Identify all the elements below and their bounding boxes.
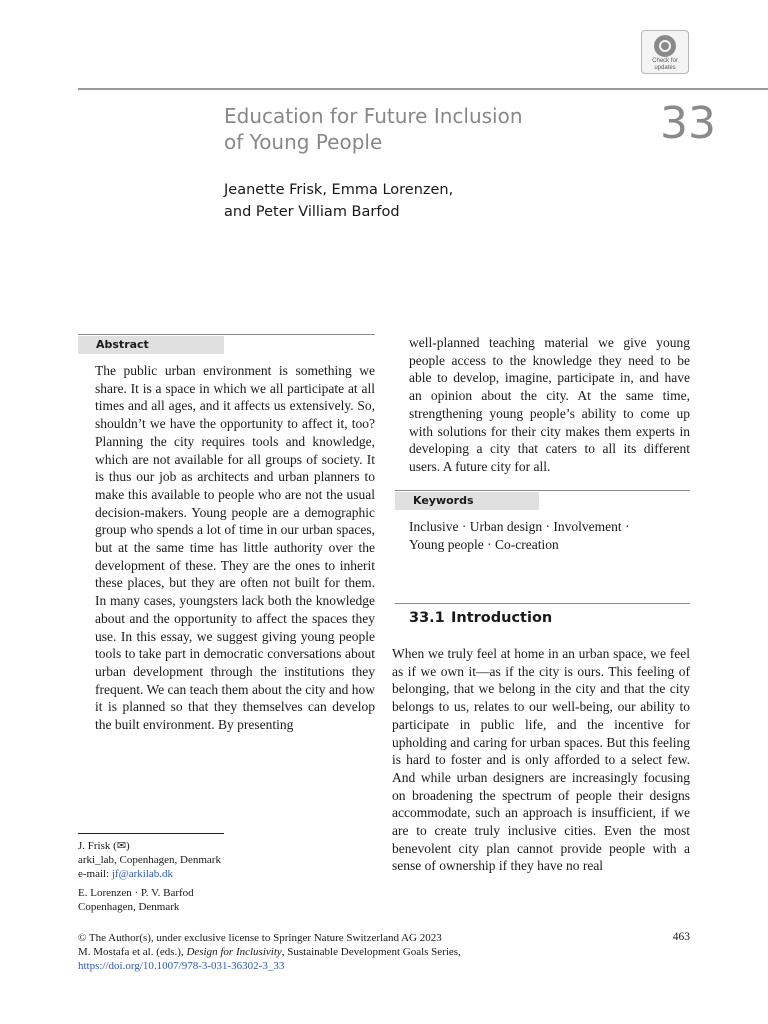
copyright-line: © The Author(s), under exclusive license to Springer Nature Switzerland AG 2023 xyxy=(78,932,442,944)
badge-line-1: Check for xyxy=(652,58,678,64)
abstract-text-left: The public urban environment is something we share. It is a space in which we all participate at all times and all ages, and it affects us extensively. So, shouldn’t we have the opportunity to affect it, too? Planning the city requires tools and knowledge, which are not available for all groups of society. It is thus our job as architects and urban planners to make this available to people who are not the usual decision-makers. Young people are a demographic group who spends a lot of time in our urban spaces, but at the same time has little authority over the development of these. They are the ones to inherit these places, but they are often not built for them. In many cases, youngsters lack both the knowledge about and the opportunity to affect the spaces they use. In this essay, we suggest giving young people tools to take part in democratic conversations about urban development through the institutions they frequent. We can teach them about the city and how it is planned so that they themselves can develop the built environment. By presenting xyxy=(95,363,375,733)
author-list xyxy=(224,179,524,223)
author-affiliation-footnote xyxy=(78,839,378,914)
keywords-label: Keywords xyxy=(395,492,539,510)
keywords-line-1: Inclusive · Urban design · Involvement · xyxy=(409,519,630,534)
corresponding-author-affiliation: arki_lab, Copenhagen, Denmark xyxy=(78,854,221,866)
chapter-title-line-1: Education for Future Inclusion xyxy=(224,104,523,128)
chapter-title xyxy=(224,103,584,155)
citation-line xyxy=(78,945,638,959)
badge-label xyxy=(642,58,688,72)
update-icon xyxy=(654,35,676,57)
chapter-title-line-2: of Young People xyxy=(224,130,383,154)
header-rule xyxy=(78,88,768,90)
abstract-label: Abstract xyxy=(78,336,224,354)
co-authors: E. Lorenzen · P. V. Barfod xyxy=(78,887,194,899)
abstract-text-right: well-planned teaching material we give young people access to the knowledge they need to be able to develop, imagine, participate in, and have an opinion about the city. At the same time, strengthening young people’s ability to come up with solutions for their city makes them experts in developing a city that caters to all its different users. A future city for all. xyxy=(409,335,690,474)
page-number: 463 xyxy=(672,931,690,943)
envelope-icon: ✉ xyxy=(116,840,127,852)
keywords-rule xyxy=(395,490,690,491)
email-label: e-mail: xyxy=(78,868,112,880)
corresponding-author xyxy=(78,839,378,853)
abstract-rule xyxy=(78,334,375,335)
co-authors-affiliation: Copenhagen, Denmark xyxy=(78,901,180,913)
check-for-updates-badge[interactable] xyxy=(641,30,689,74)
section-rule xyxy=(395,603,690,604)
email-link[interactable]: jf@arkilab.dk xyxy=(111,868,174,880)
section-title: Introduction xyxy=(451,610,553,626)
copyright-block xyxy=(78,931,638,973)
section-body-text: When we truly feel at home in an urban space, we feel as if we own it—as if the city is ours. This feeling of belonging, that we belong in the city and that the city belongs to us, relates to our well-being, our ability to participate in public life, and the incentive for upholding and caring for urban spaces. But this feeling is hard to foster and is only afforded to a select few. And while urban designers are increasingly focusing on broadening the spectrum of people their designs accommodate, such an approach is insufficient, if we are to create truly inclusive cities. Even the most benevolent city plan cannot provide people with a sense of ownership if they have no real xyxy=(392,646,690,874)
corresponding-author-name: J. Frisk ( xyxy=(78,840,117,852)
section-heading xyxy=(409,608,690,628)
authors-line-1: Jeanette Frisk, Emma Lorenzen, xyxy=(224,182,454,198)
citation-editors: M. Mostafa et al. (eds.), xyxy=(78,946,187,958)
keywords-list xyxy=(409,518,690,553)
corresponding-author-close: ) xyxy=(126,840,130,852)
authors-line-2: and Peter Villiam Barfod xyxy=(224,204,400,220)
badge-line-2: updates xyxy=(654,65,676,71)
doi-link[interactable]: https://doi.org/10.1007/978-3-031-36302-3_33 xyxy=(78,960,285,972)
series-name: , Sustainable Development Goals Series, xyxy=(281,946,461,958)
footnote-rule xyxy=(78,833,224,834)
keywords-line-2: Young people · Co-creation xyxy=(409,536,559,552)
section-number: 33.1 xyxy=(409,610,445,626)
book-title: Design for Inclusivity xyxy=(186,946,282,958)
chapter-number: 33 xyxy=(660,98,716,149)
email-line xyxy=(78,867,378,881)
